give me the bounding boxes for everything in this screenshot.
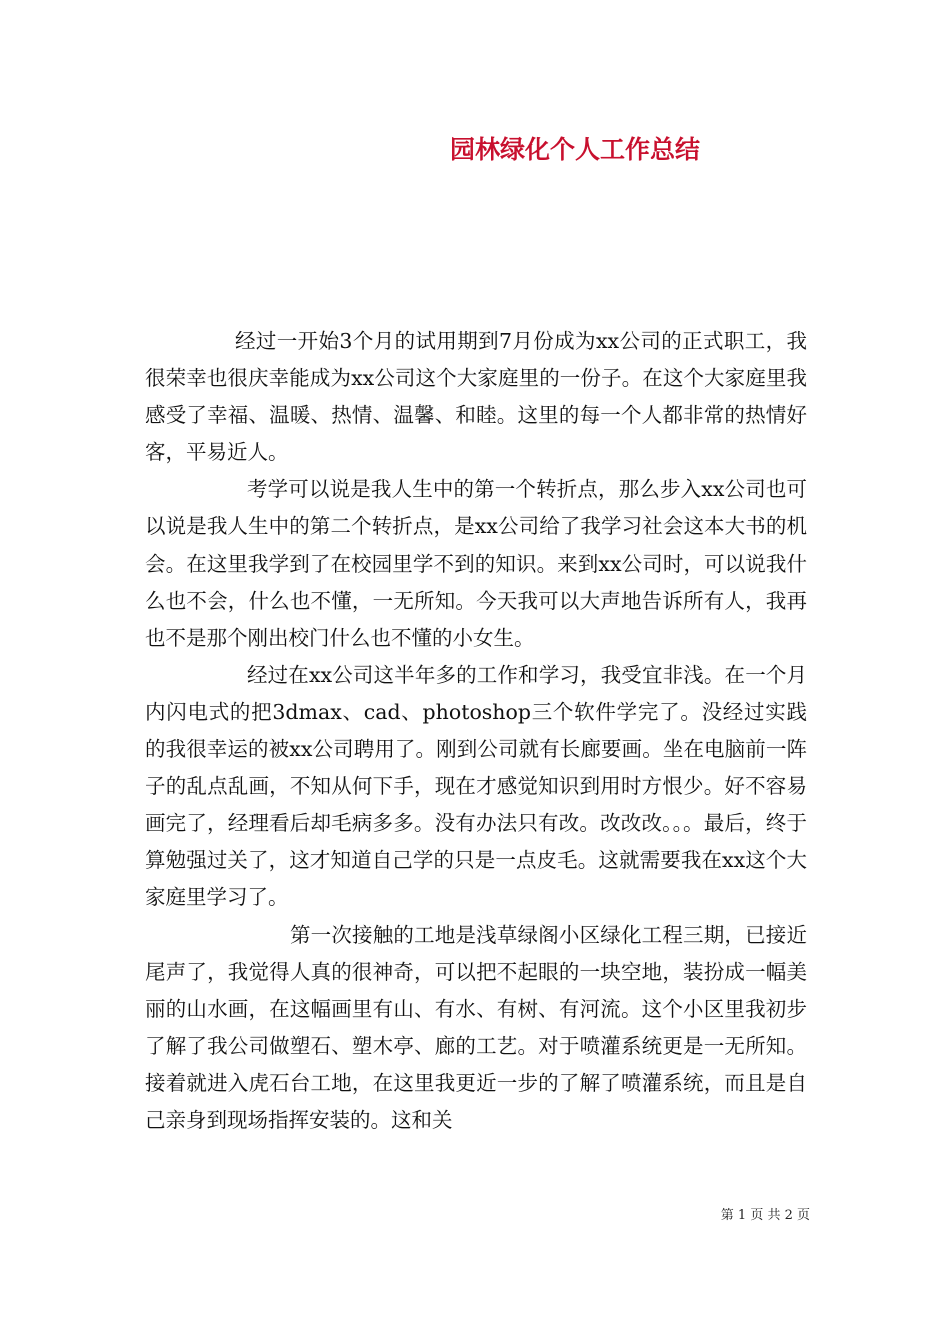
paragraph-4: 第一次接触的工地是浅草绿阁小区绿化工程三期，已接近尾声了，我觉得人真的很神奇，可以把不起眼的一块空地，装扮成一幅美丽的山水画，在这幅画里有山、有水、有树、有河流。这个小区里我初步了解了我公司做塑石、塑木亭、廊的工艺。对于喷灌系统更是一无所知。接着就进入虎石台工地，在这里我更近一步的了解了喷灌系统，而且是自己亲身到现场指挥安装的。这和关: [145, 922, 807, 1132]
document-title: 园林绿化个人工作总结: [449, 135, 700, 164]
document-body: [145, 323, 807, 1139]
paragraph-2: 考学可以说是我人生中的第一个转折点，那么步入xx公司也可以说是我人生中的第二个转折点，是xx公司给了我学习社会这本大书的机会。在这里我学到了在校园里学不到的知识。来到xx公司时，可以说我什么也不会，什么也不懂，一无所知。今天我可以大声地告诉所有人，我再也不是那个刚出校门什么也不懂的小女生。: [145, 477, 807, 650]
page-number: 第 1 页 共 2 页: [720, 1208, 810, 1223]
paragraph-3: 经过在xx公司这半年多的工作和学习，我受宜非浅。在一个月内闪电式的把3dmax、cad、photoshop三个软件学完了。没经过实践的我很幸运的被xx公司聘用了。刚到公司就有长廊要画。坐在电脑前一阵子的乱点乱画，不知从何下手，现在才感觉知识到用时方恨少。好不容易画完了，经理看后却毛病多多。没有办法只有改。改改改。。。最后，终于算勉强过关了，这才知道自己学的只是一点皮毛。这就需要我在xx这个大家庭里学习了。: [145, 662, 807, 910]
paragraph-1: 经过一开始3个月的试用期到7月份成为xx公司的正式职工，我很荣幸也很庆幸能成为xx公司这个大家庭里的一份子。在这个大家庭里我感受了幸福、温暖、热情、温馨、和睦。这里的每一个人都非常的热情好客，平易近人。: [145, 329, 807, 465]
